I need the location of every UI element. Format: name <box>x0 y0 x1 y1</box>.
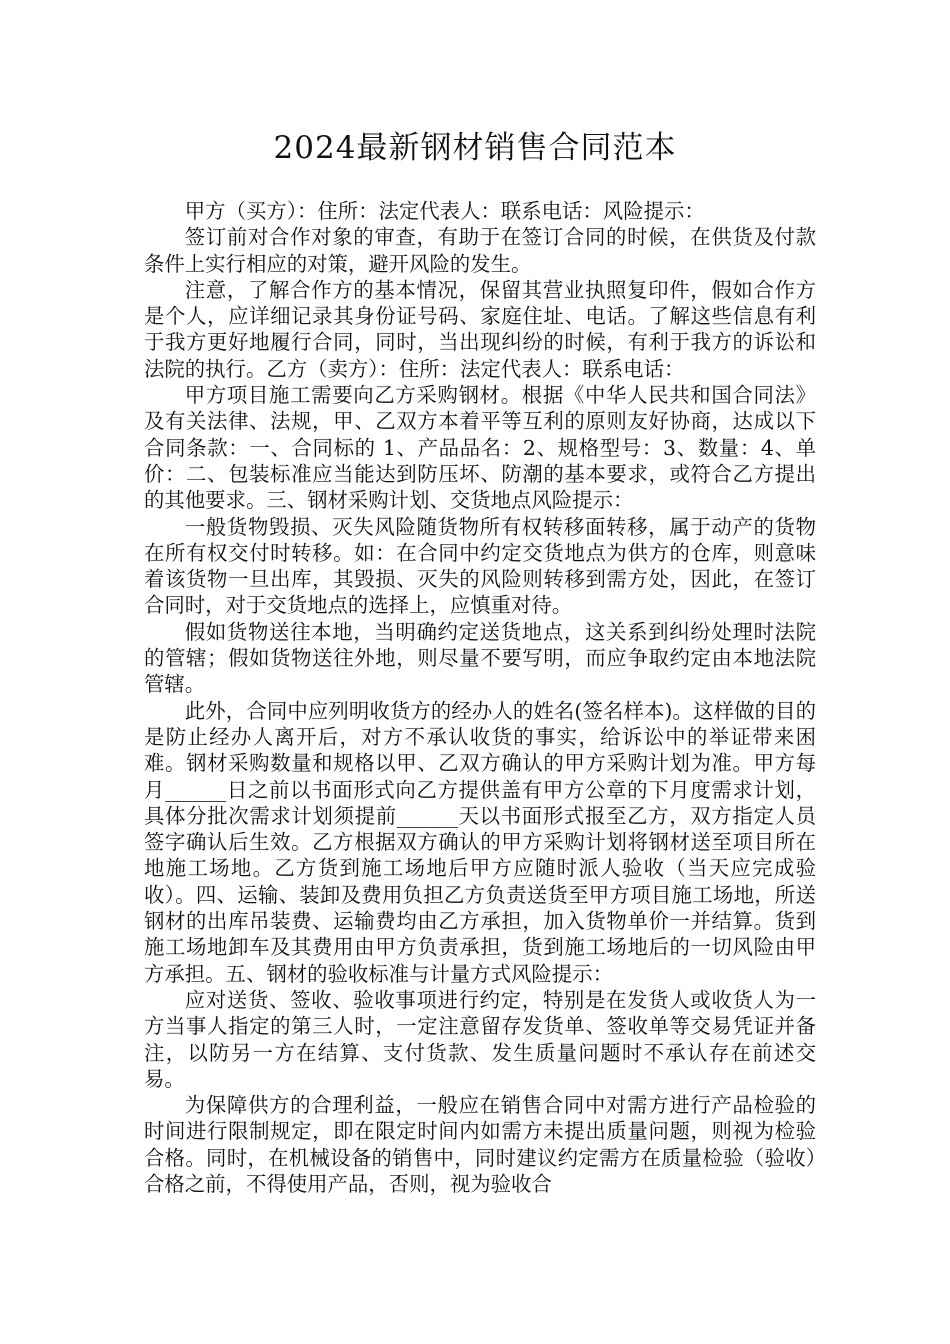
paragraph-delivery-location: 假如货物送往本地，当明确约定送货地点，这关系到纠纷处理时法院的管辖；假如货物送往外地，则尽量不要写明，而应争取约定由本地法院管辖。 <box>144 619 816 697</box>
paragraph-inspection-period: 为保障供方的合理利益，一般应在销售合同中对需方进行产品检验的时间进行限制规定，即在限定时间内如需方未提出质量问题，则视为检验合格。同时，在机械设备的销售中，同时建议约定需方在质量检验（验收）合格之前，不得使用产品，否则，视为验收合 <box>144 1093 816 1196</box>
document-title: 2024最新钢材销售合同范本 <box>273 130 677 166</box>
paragraph-partner-info: 注意，了解合作方的基本情况，保留其营业执照复印件，假如合作方是个人，应详细记录其身份证号码、家庭住址、电话。了解这些信息有利于我方更好地履行合同，同时，当出现纠纷的时候，有利于我方的诉讼和法院的执行。乙方（卖方）：住所：法定代表人：联系电话： <box>144 277 816 381</box>
paragraph-receiver-and-plan: 此外，合同中应列明收货方的经办人的姓名(签名样本)。这样做的目的是防止经办人离开后，对方不承认收货的事实，给诉讼中的举证带来困难。钢材采购数量和规格以甲、乙双方确认的甲方采购计划为准。甲方每月______日之前以书面形式向乙方提供盖有甲方公章的下月度需求计划，具体分批次需求计划须提前______天以书面形式报至乙方，双方指定人员签字确认后生效。乙方根据双方确认的甲方采购计划将钢材送至项目所在地施工场地。乙方货到施工场地后甲方应随时派人验收（当天应完成验收）。四、运输、装卸及费用负担乙方负责送货至甲方项目施工场地，所送钢材的出库吊装费、运输费均由乙方承担，加入货物单价一并结算。货到施工场地卸车及其费用由甲方负责承担，货到施工场地后的一切风险由甲方承担。五、钢材的验收标准与计量方式风险提示： <box>144 698 816 986</box>
paragraph-contract-terms: 甲方项目施工需要向乙方采购钢材。根据《中华人民共和国合同法》及有关法律、法规，甲、乙双方本着平等互利的原则友好协商，达成以下合同条款：一、合同标的 1、产品品名：2、规格型号：3、数量：4、单价：二、包装标准应当能达到防压坏、防潮的基本要求，或符合乙方提出的其他要求。三、钢材采购计划、交货地点风险提示： <box>144 383 816 513</box>
paragraph-receipt-records: 应对送货、签收、验收事项进行约定，特别是在发货人或收货人为一方当事人指定的第三人时，一定注意留存发货单、签收单等交易凭证并备注，以防另一方在结算、支付货款、发生质量问题时不承认存在前述交易。 <box>144 987 816 1091</box>
document-body <box>144 198 816 1197</box>
paragraph-party-a: 甲方（买方）：住所：法定代表人：联系电话：风险提示： <box>184 199 705 223</box>
paragraph-risk-transfer: 一般货物毁损、灭失风险随货物所有权转移面转移，属于动产的货物在所有权交付时转移。如：在合同中约定交货地点为供方的仓库，则意味着该货物一旦出库，其毁损、灭失的风险则转移到需方处，因此，在签订合同时，对于交货地点的选择上，应慎重对待。 <box>144 514 816 618</box>
paragraph-pre-signing-review: 签订前对合作对象的审查，有助于在签订合同的时候，在供货及付款条件上实行相应的对策，避开风险的发生。 <box>144 225 816 276</box>
